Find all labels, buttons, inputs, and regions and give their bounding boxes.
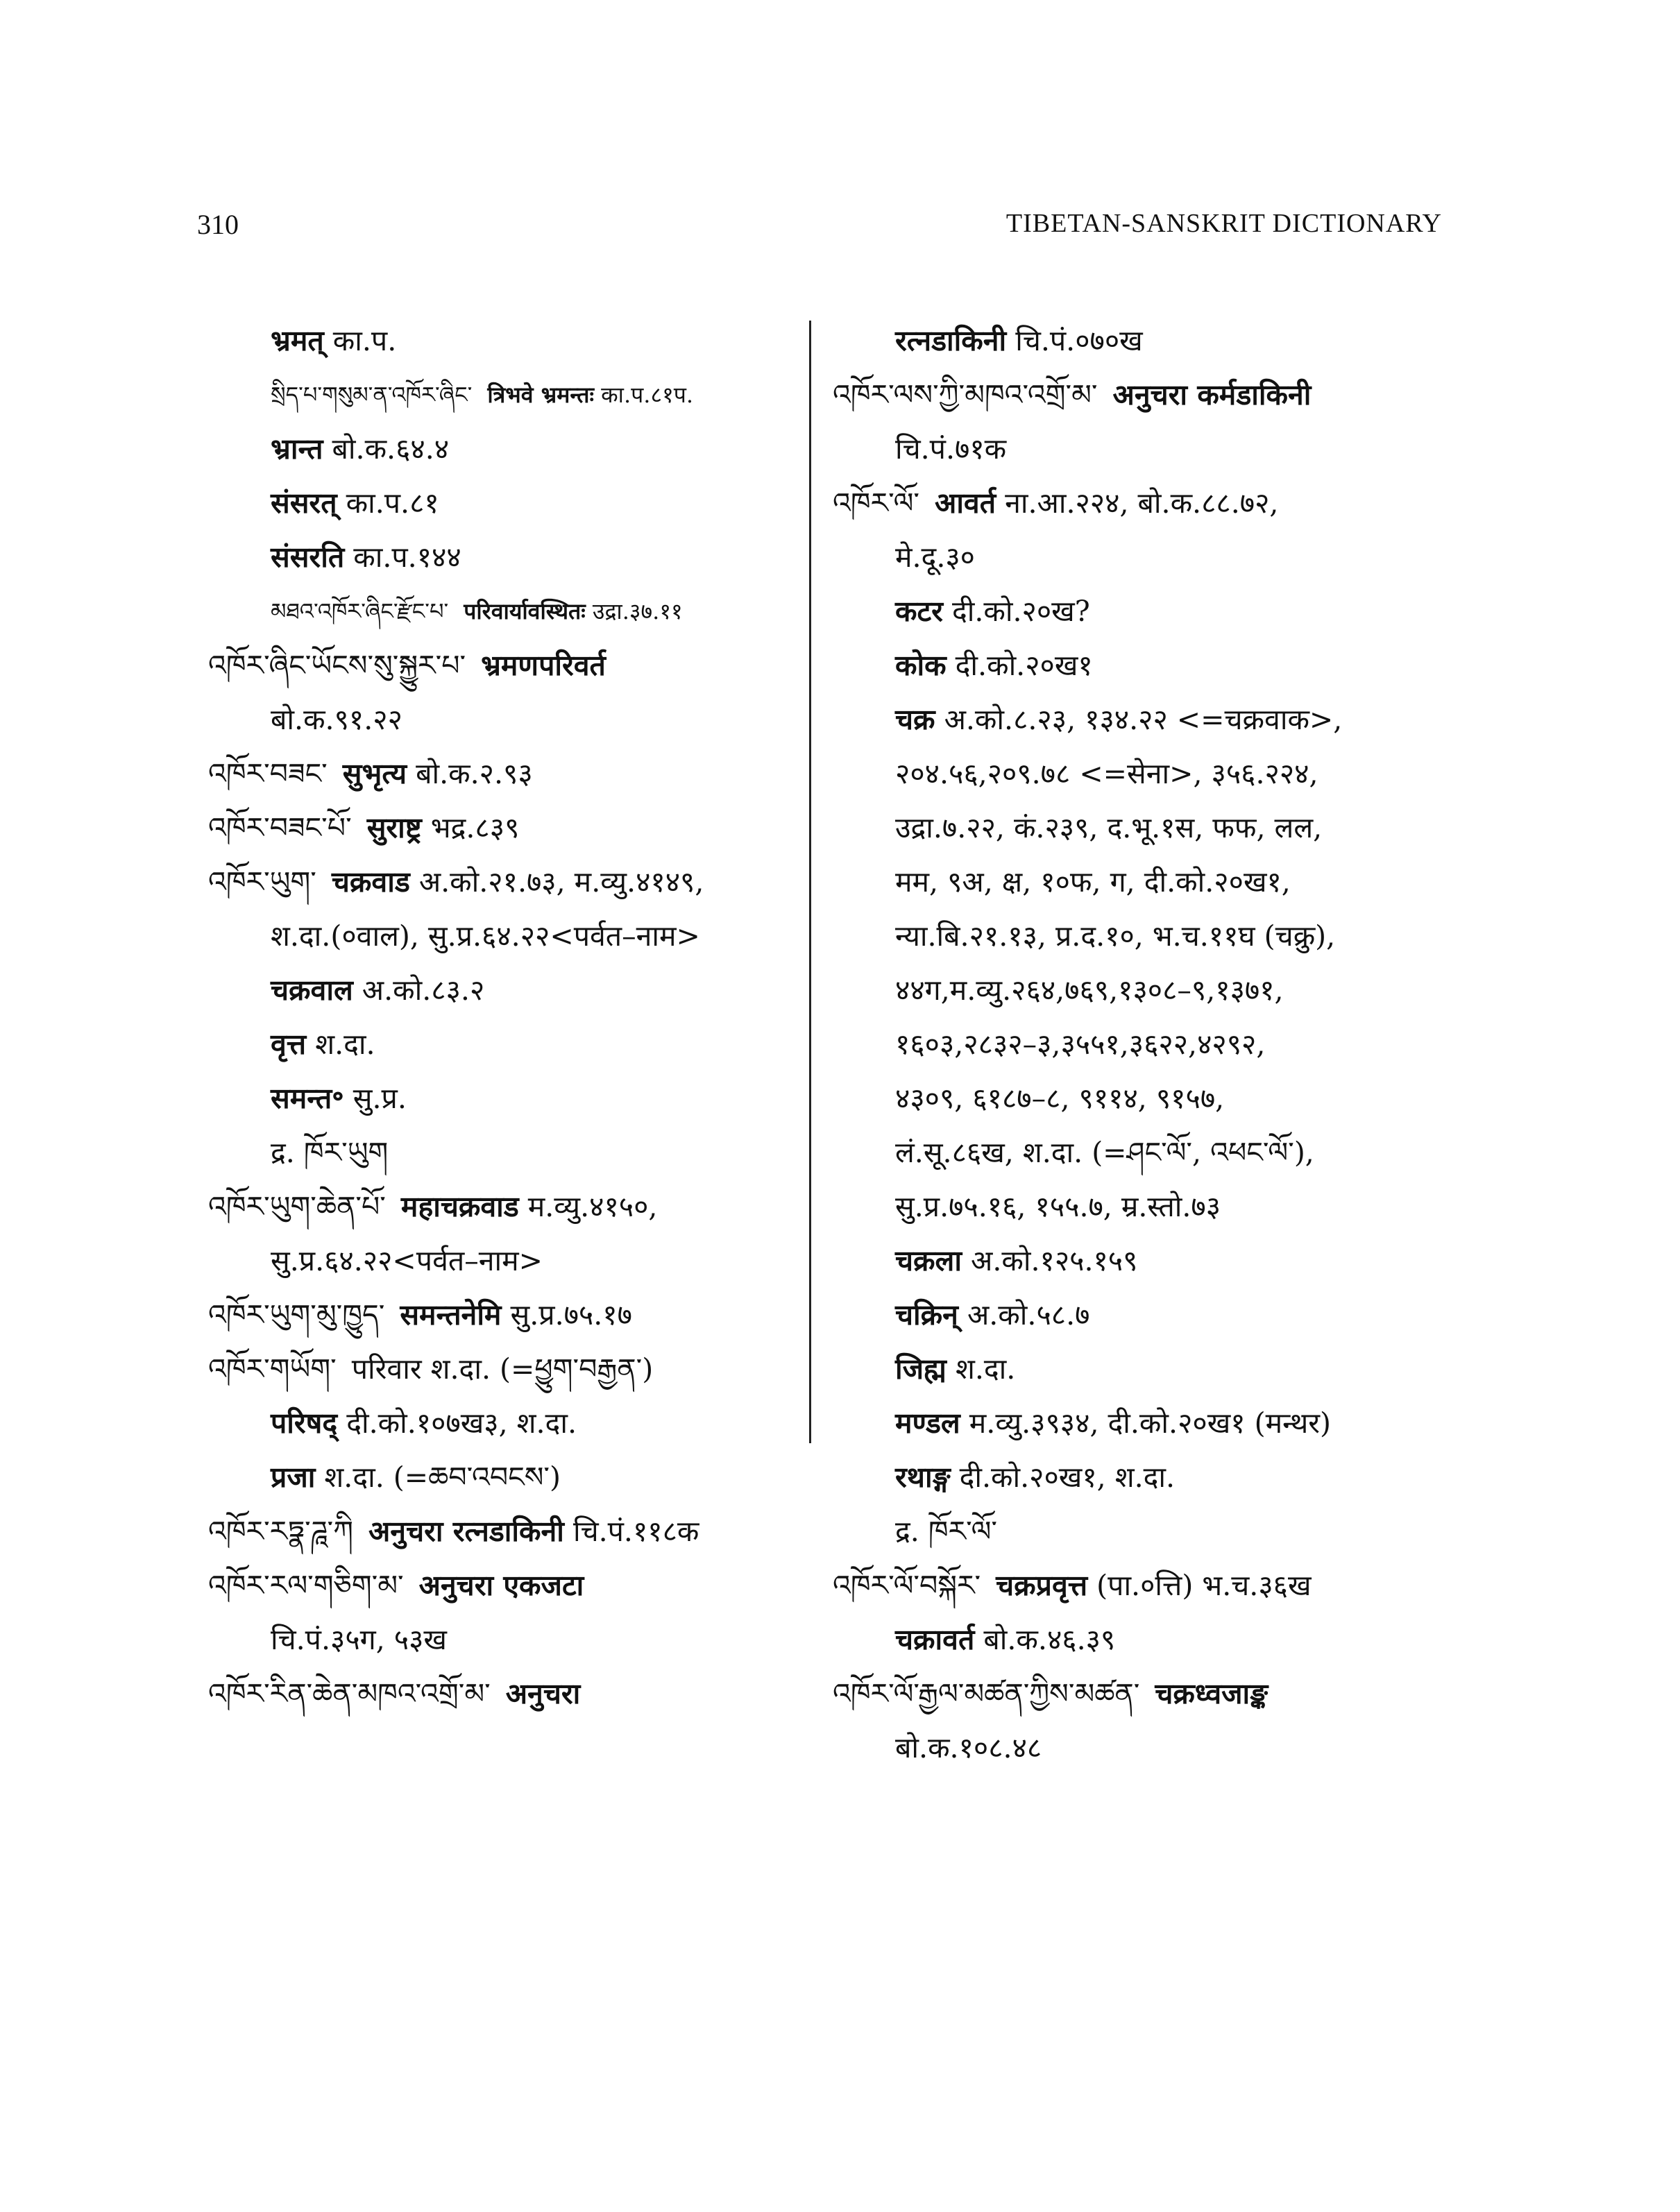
entry-line — [833, 368, 1443, 422]
sanskrit-term: परिवार्यावस्थितः — [464, 598, 586, 624]
sanskrit-term: सुराष्ट्र — [366, 811, 422, 844]
source-reference: ४४ग,म.व्यु.२६४,७६९,१३०८–९,१३७१, — [895, 973, 1284, 1007]
sanskrit-term: वृत्त — [271, 1028, 307, 1061]
entry-line — [833, 476, 1443, 530]
entry-line — [208, 476, 805, 530]
sanskrit-term: चक्रला — [895, 1244, 962, 1277]
sanskrit-term: रथाङ्ग — [895, 1461, 951, 1494]
source-reference: म.व्यु.३९३४, दी.को.२०ख१ (मन्थर) — [969, 1406, 1332, 1440]
sanskrit-term: महाचक्रवाड — [400, 1190, 519, 1223]
sanskrit-term: परिषद् — [271, 1406, 338, 1440]
entry-line — [208, 422, 805, 476]
entry-line — [208, 963, 805, 1017]
entry-line — [833, 584, 1443, 638]
entry-line — [208, 1396, 805, 1450]
sanskrit-term: चक्रिन् — [895, 1298, 958, 1332]
source-reference: बो.क.४६.३९ — [983, 1623, 1116, 1656]
entry-line — [833, 530, 1443, 584]
sanskrit-term: मण्डल — [895, 1406, 960, 1440]
source-reference: मम, ९अ, क्ष, १०फ, ग, दी.को.२०ख१, — [895, 865, 1291, 899]
source-reference: दी.को.२०ख१, श.दा. — [959, 1461, 1176, 1494]
running-title: TIBETAN-SANSKRIT DICTIONARY — [1006, 209, 1442, 238]
source-reference: सु.प्र.७५.१७ — [510, 1298, 632, 1332]
tibetan-headword: འཁོར་ལོ་ — [833, 486, 920, 520]
source-reference: म.व्यु.४१५०, — [527, 1190, 658, 1223]
tibetan-headword: འཁོར་ཡུག་ — [208, 865, 316, 899]
sanskrit-term: भ्रमणपरिवर्त — [481, 649, 606, 682]
source-reference: अ.को.१२५.१५९ — [971, 1244, 1138, 1277]
entry-line — [208, 1017, 805, 1071]
entry-line — [208, 1180, 805, 1234]
tibetan-headword: འཁོར་ལོ་རྒྱལ་མཚན་ཀྱིས་མཚན་ — [833, 1677, 1140, 1710]
source-reference: परिवार श.दा. (=ཕྱུག་བརྒྱན་) — [351, 1352, 654, 1386]
entry-line — [208, 584, 805, 638]
tibetan-headword: འཁོར་རིན་ཆེན་མཁའ་འགྲོ་མ་ — [208, 1677, 491, 1710]
source-reference: लं.सू.८६ख, श.दा. (=ཤང་ལོ་, འཕང་ལོ་), — [895, 1136, 1314, 1169]
sanskrit-term: अनुचरा कर्मडाकिनी — [1112, 378, 1312, 411]
sanskrit-term: रत्नडाकिनी — [895, 324, 1007, 357]
source-reference: भद्र.८३९ — [430, 811, 520, 844]
entry-line — [208, 909, 805, 963]
source-reference: चि.पं.३५ग, ५३ख — [271, 1623, 447, 1656]
sanskrit-term: चक्रध्वजाङ्क — [1155, 1677, 1269, 1710]
source-reference: का.प.८१ — [346, 486, 439, 520]
tibetan-headword: འཁོར་གཡོག་ — [208, 1352, 337, 1386]
source-reference: दी.को.२०ख१ — [955, 649, 1093, 682]
entry-line — [208, 855, 805, 909]
source-reference: अ.को.८३.२ — [362, 973, 485, 1007]
sanskrit-term: संसरति — [271, 541, 345, 574]
tibetan-headword: སྲིད་པ་གསུམ་ན་འཁོར་ཞིང་ — [271, 382, 473, 408]
source-reference: ना.आ.२२४, बो.क.८८.७२, — [1005, 486, 1279, 520]
sanskrit-term: चक्र — [895, 703, 935, 736]
sanskrit-term: सुभृत्य — [342, 757, 407, 790]
source-reference: उद्रा.३७.११ — [592, 598, 683, 624]
sanskrit-term: अनुचरा — [505, 1677, 581, 1710]
sanskrit-term: चक्रवाड — [331, 865, 410, 899]
tibetan-headword: འཁོར་རཏྣ་ཌཱ་ཀི — [208, 1515, 353, 1548]
source-reference: ४३०९, ६१८७–८, ९११४, ९१५७, — [895, 1082, 1225, 1115]
sanskrit-term: अनुचरा रत्नडाकिनी — [368, 1515, 564, 1548]
source-reference: मे.दू.३० — [895, 541, 975, 574]
entry-line — [833, 801, 1443, 855]
entry-line — [833, 422, 1443, 476]
page-number: 310 — [197, 209, 239, 240]
source-reference: द्र. ཁོར་ཡུག — [271, 1136, 389, 1169]
entry-line — [833, 1180, 1443, 1234]
source-reference: सु.प्र.६४.२२<पर्वत–नाम> — [271, 1244, 543, 1277]
tibetan-headword: འཁོར་ཡུག་མུ་ཁྱུད་ — [208, 1298, 385, 1332]
source-reference: उद्रा.७.२२, कं.२३९, द.भू.१स, फफ, लल, — [895, 811, 1323, 844]
entry-line — [208, 368, 805, 422]
sanskrit-term: संसरत् — [271, 486, 337, 520]
entry-line — [833, 1721, 1443, 1775]
tibetan-headword: འཁོར་བཟང་ — [208, 757, 328, 790]
entry-line — [208, 1071, 805, 1125]
source-reference: दी.को.१०७ख३, श.दा. — [346, 1406, 577, 1440]
source-reference: का.प.१४४ — [353, 541, 461, 574]
source-reference: दी.को.२०ख? — [951, 595, 1090, 628]
sanskrit-term: कटर — [895, 595, 943, 628]
source-reference: (पा.०त्ति) भ.च.३६ख — [1096, 1569, 1312, 1602]
entry-line — [833, 1125, 1443, 1180]
entry-line — [833, 1234, 1443, 1288]
sanskrit-term: प्रजा — [271, 1461, 316, 1494]
entry-line — [833, 1667, 1443, 1721]
entry-line — [208, 1234, 805, 1288]
entry-line — [208, 1125, 805, 1180]
source-reference: श.दा. (=ཆབ་འབངས་) — [324, 1461, 561, 1494]
sanskrit-term: चक्रावर्त — [895, 1623, 975, 1656]
entry-line — [833, 1342, 1443, 1396]
tibetan-headword: འཁོར་ཡུག་ཆེན་པོ་ — [208, 1190, 386, 1223]
entry-line — [833, 638, 1443, 692]
source-reference: बो.क.२.९३ — [416, 757, 533, 790]
source-reference: २०४.५६,२०९.७८ <=सेना>, ३५६.२२४, — [895, 757, 1318, 790]
entry-line — [833, 909, 1443, 963]
entry-line — [208, 1613, 805, 1667]
source-reference: चि.पं.०७०ख — [1015, 324, 1143, 357]
source-reference: बो.क.१०८.४८ — [895, 1731, 1042, 1764]
tibetan-headword: འཁོར་ཞིང་ཡོངས་སུ་སྐྱུར་པ་ — [208, 649, 466, 682]
entry-line — [208, 314, 805, 368]
source-reference: सु.प्र.७५.१६, १५५.७, म्र.स्तो.७३ — [895, 1190, 1221, 1223]
source-reference: अ.को.२१.७३, म.व्यु.४१४९, — [418, 865, 704, 899]
sanskrit-term: भ्रान्त — [271, 432, 323, 466]
entry-line — [208, 1342, 805, 1396]
sanskrit-term: अनुचरा एकजटा — [418, 1569, 584, 1602]
left-column — [208, 314, 805, 1721]
source-reference: द्र. ཁོར་ལོ་ — [895, 1515, 998, 1548]
entry-line — [833, 855, 1443, 909]
source-reference: न्या.बि.२१.१३, प्र.द.१०, भ.च.११घ (चक्रु), — [895, 919, 1336, 953]
sanskrit-term: समन्त॰ — [271, 1082, 344, 1115]
source-reference: चि.पं.११८क — [572, 1515, 699, 1548]
entry-line — [208, 638, 805, 692]
sanskrit-term: चक्रप्रवृत्त — [996, 1569, 1088, 1602]
source-reference: श.दा. — [315, 1028, 375, 1061]
source-reference: श.दा. — [955, 1352, 1016, 1386]
source-reference: बो.क.९१.२२ — [271, 703, 402, 736]
entry-line — [833, 1071, 1443, 1125]
entry-line — [208, 1450, 805, 1504]
sanskrit-term: कोक — [895, 649, 947, 682]
source-reference: श.दा.(०वाल), सु.प्र.६४.२२<पर्वत–नाम> — [271, 919, 700, 953]
entry-line — [833, 1558, 1443, 1613]
sanskrit-term: भ्रमत् — [271, 324, 324, 357]
right-column — [833, 314, 1443, 1775]
sanskrit-term: आवर्त — [935, 486, 996, 520]
entry-line — [833, 1613, 1443, 1667]
entry-line — [833, 1450, 1443, 1504]
source-reference: सु.प्र. — [353, 1082, 407, 1115]
entry-line — [833, 1017, 1443, 1071]
entry-line — [208, 1288, 805, 1342]
entry-line — [833, 1288, 1443, 1342]
sanskrit-term: जिह्म — [895, 1352, 947, 1386]
entry-line — [833, 692, 1443, 747]
tibetan-headword: འཁོར་རལ་གཅིག་མ་ — [208, 1569, 404, 1602]
entry-line — [833, 747, 1443, 801]
entry-line — [833, 1396, 1443, 1450]
entry-line — [208, 530, 805, 584]
source-reference: १६०३,२८३२–३,३५५१,३६२२,४२९२, — [895, 1028, 1266, 1061]
source-reference: का.प.८१प. — [601, 382, 694, 408]
source-reference: का.प. — [332, 324, 397, 357]
entry-line — [208, 801, 805, 855]
sanskrit-term: त्रिभवे भ्रमन्तः — [487, 382, 594, 408]
tibetan-headword: འཁོར་ལས་ཀྱི་མཁའ་འགྲོ་མ་ — [833, 378, 1098, 411]
entry-line — [208, 692, 805, 747]
entry-line — [208, 1667, 805, 1721]
source-reference: बो.क.६४.४ — [332, 432, 450, 466]
sanskrit-term: चक्रवाल — [271, 973, 353, 1007]
entry-line — [208, 747, 805, 801]
entry-line — [833, 963, 1443, 1017]
entry-line — [208, 1504, 805, 1558]
column-divider — [809, 321, 811, 1443]
source-reference: चि.पं.७१क — [895, 432, 1007, 466]
entry-line — [833, 1504, 1443, 1558]
entry-line — [208, 1558, 805, 1613]
source-reference: अ.को.८.२३, १३४.२२ <=चक्रवाक>, — [944, 703, 1343, 736]
entry-line — [833, 314, 1443, 368]
tibetan-headword: འཁོར་བཟང་པོ་ — [208, 811, 352, 844]
tibetan-headword: འཁོར་ལོ་བསྐོར་ — [833, 1569, 981, 1602]
tibetan-headword: མཐའ་འཁོར་ཞིང་རྫོང་པ་ — [271, 598, 449, 624]
sanskrit-term: समन्तनेमि — [400, 1298, 502, 1332]
source-reference: अ.को.५८.७ — [967, 1298, 1090, 1332]
